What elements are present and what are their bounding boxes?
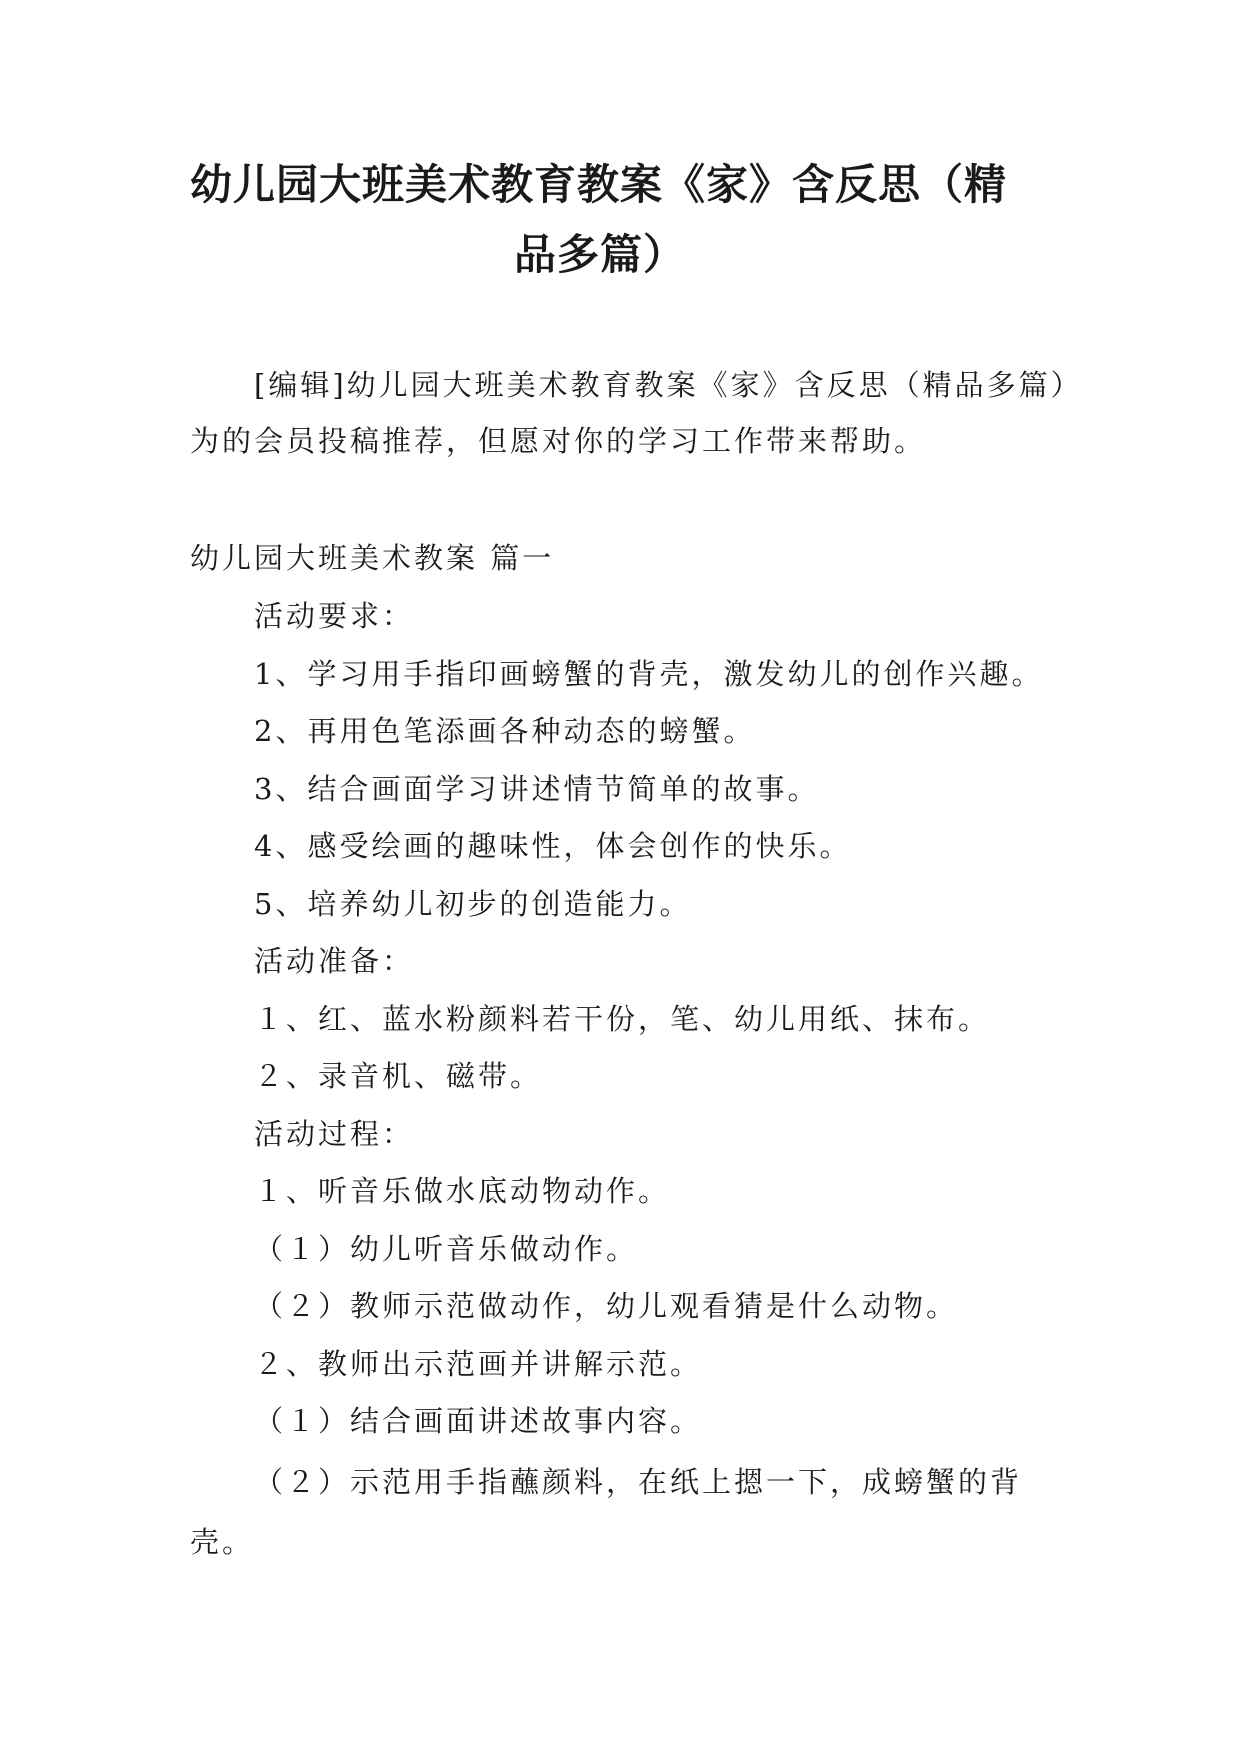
content-line: １、红、蓝水粉颜料若干份，笔、幼儿用纸、抹布。 — [254, 1001, 991, 1036]
content-line: （２）教师示范做动作，幼儿观看猜是什么动物。 — [254, 1289, 959, 1323]
content-line: 3、结合画面学习讲述情节简单的故事。 — [254, 771, 820, 806]
content-line: 4、感受绘画的趣味性，体会创作的快乐。 — [254, 829, 852, 863]
title-line-2: 品多篇） — [513, 230, 686, 279]
content-line: 活动过程： — [254, 1116, 415, 1151]
content-line: 活动要求： — [254, 599, 415, 633]
section-heading: 幼儿园大班美术教案 篇一 — [190, 541, 555, 575]
tail-paragraph: （２）示范用手指蘸颜料，在纸上摁一下，成螃蟹的背壳。 — [190, 1465, 1023, 1559]
content-line: 1、学习用手指印画螃蟹的背壳，激发幼儿的创作兴趣。 — [254, 656, 1044, 691]
content-line: ２、教师出示范画并讲解示范。 — [254, 1346, 703, 1381]
content-line: ２、录音机、磁带。 — [254, 1059, 543, 1093]
content-line: 活动准备： — [254, 944, 415, 978]
content-line: （１）结合画面讲述故事内容。 — [254, 1404, 703, 1438]
content-line: （１）幼儿听音乐做动作。 — [254, 1231, 639, 1266]
document-title — [170, 150, 1070, 290]
content-line: １、听音乐做水底动物动作。 — [254, 1174, 671, 1208]
content-lines — [190, 588, 1070, 1451]
title-line-1: 幼儿园大班美术教育教案《家》含反思（精 — [190, 160, 1008, 209]
content-line: 2、再用色笔添画各种动态的螃蟹。 — [254, 714, 756, 748]
intro-paragraph: [编辑]幼儿园大班美术教育教案《家》含反思（精品多篇）为的会员投稿推荐，但愿对你的学习工作带来帮助。 — [190, 368, 1069, 458]
content-line: 5、培养幼儿初步的创造能力。 — [254, 886, 692, 921]
